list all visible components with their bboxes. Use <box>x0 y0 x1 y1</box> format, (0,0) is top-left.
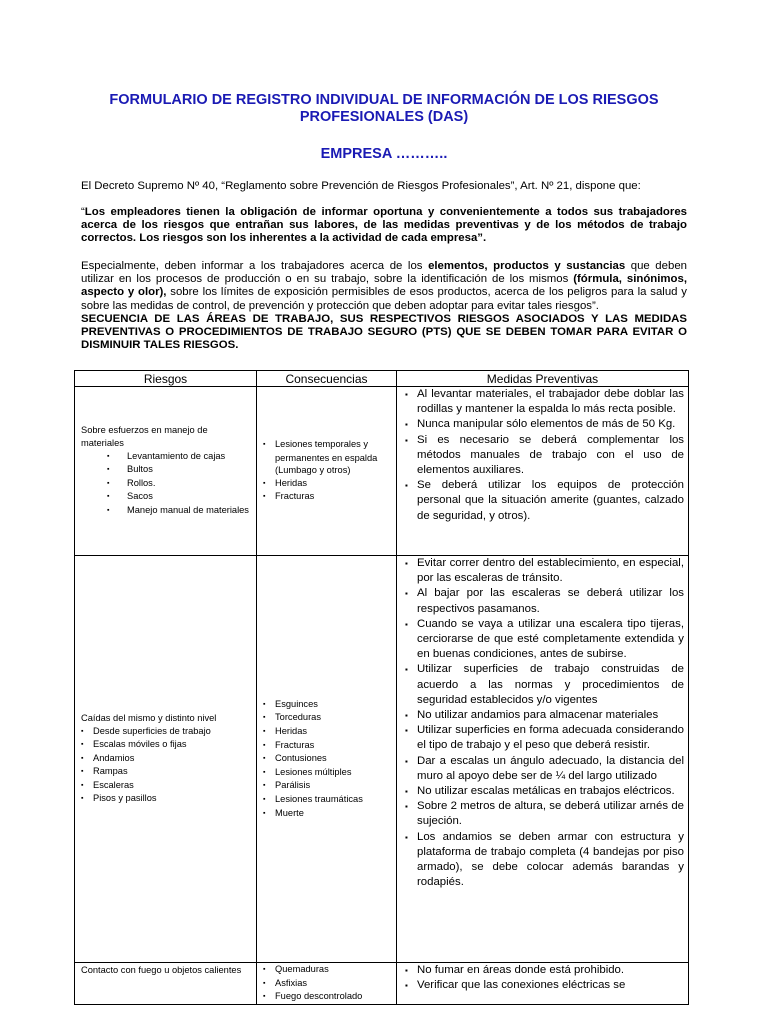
risk-cell <box>75 387 257 556</box>
bullet-icon: ▪ <box>405 665 408 675</box>
bullet-icon: ▪ <box>263 993 266 1001</box>
bullet-icon: ▪ <box>107 479 110 487</box>
bullet-icon: ▪ <box>263 741 266 749</box>
consequences-cell <box>257 963 397 1005</box>
measure-item <box>403 784 684 799</box>
company-heading: EMPRESA ……….. <box>320 146 448 162</box>
consequence-text: Quemaduras <box>275 964 329 974</box>
bullet-icon: ▪ <box>263 479 266 487</box>
header-consecuencias: Consecuencias <box>257 371 397 387</box>
risk-item-text: Manejo manual de materiales <box>127 504 249 515</box>
measure-text: No fumar en áreas donde está prohibido. <box>417 964 625 976</box>
measure-text: Utilizar superficies en forma adecuada considerando el tipo de trabajo y el peso que deberá resistir. <box>417 724 684 752</box>
risk-item-text: Pisos y pasillos <box>93 793 157 804</box>
risk-item-text: Bultos <box>127 464 153 475</box>
risk-item <box>81 765 252 779</box>
bullet-icon: ▪ <box>405 390 408 399</box>
risk-item-text: Sacos <box>127 491 153 502</box>
measure-text: Si es necesario se deberá complementar los métodos manuales de trabajo con el uso de elementos auxiliares. <box>417 433 684 477</box>
risk-title: Caídas del mismo y distinto nivel <box>81 712 217 723</box>
sequence-heading: SECUENCIA DE LAS ÁREAS DE TRABAJO, SUS RESPECTIVOS RIESGOS ASOCIADOS Y LAS MEDIDAS PREVENTIVAS O PROCEDIMIENTOS DE TRABAJO SEGURO (PTS) QUE SE DEBEN TOMAR PARA EVITAR O DISMINUIR TALES RIESGOS. <box>81 313 687 352</box>
consequence-text: Fracturas <box>275 491 315 502</box>
consequence-text: Lesiones traumáticas <box>275 793 363 804</box>
consequence-item <box>263 739 392 753</box>
bullet-icon: ▪ <box>263 755 266 763</box>
consequence-item <box>263 725 392 739</box>
bullet-icon: ▪ <box>81 781 84 789</box>
risk-item-text: Levantamiento de cajas <box>127 450 226 461</box>
info-paragraph <box>81 260 687 313</box>
consequence-item <box>263 963 392 977</box>
bullet-icon: ▪ <box>405 802 408 812</box>
risk-cell <box>75 556 257 963</box>
consequence-item <box>263 807 392 821</box>
measure-item <box>403 433 684 479</box>
bullet-icon: ▪ <box>405 966 408 975</box>
consequence-item <box>263 698 392 712</box>
bullet-icon: ▪ <box>405 787 408 797</box>
table-row <box>75 387 689 556</box>
consequence-text: Muerte <box>275 807 304 818</box>
measure-item <box>403 478 684 524</box>
risk-item <box>81 752 252 766</box>
open-quote: “ <box>81 206 85 218</box>
measure-text: Sobre 2 metros de altura, se deberá utilizar arnés de sujeción. <box>417 800 684 828</box>
measure-item <box>403 963 684 978</box>
consequences-cell <box>257 556 397 963</box>
risk-item <box>81 738 252 752</box>
measure-item <box>403 830 684 891</box>
risk-item-text: Rollos. <box>127 477 156 488</box>
measure-text: Dar a escalas un ángulo adecuado, la distancia del muro al apoyo debe ser de ¼ del largo utilizado <box>417 754 684 782</box>
bullet-icon: ▪ <box>107 452 110 460</box>
bullet-icon: ▪ <box>405 756 408 766</box>
risk-cell <box>75 963 257 1005</box>
measure-item <box>403 617 684 663</box>
bullet-icon: ▪ <box>405 435 408 445</box>
risk-item <box>81 463 252 477</box>
measure-text: Los andamios se deben armar con estructura y plataforma de trabajo completa (4 bandejas por piso armado), se debe colocar además barandas y rodapiés. <box>417 830 684 889</box>
bullet-icon: ▪ <box>405 559 408 568</box>
info-text-b: elementos, productos y sustancias <box>428 260 626 272</box>
measure-text: No utilizar andamios para almacenar materiales <box>417 709 659 722</box>
risk-item <box>81 450 252 464</box>
bullet-icon: ▪ <box>81 795 84 803</box>
measures-cell <box>397 556 689 963</box>
measures-cell <box>397 387 689 556</box>
measure-text: Cuando se vaya a utilizar una escalera tipo tijeras, cerciorarse de que esté completamente extendida y en buenas condiciones, antes de subirse. <box>417 617 684 661</box>
bullet-icon: ▪ <box>81 768 84 776</box>
risk-item <box>81 779 252 793</box>
risk-title: Contacto con fuego u objetos calientes <box>81 965 242 975</box>
risk-title: Sobre esfuerzos en manejo de materiales <box>81 425 208 449</box>
consequence-text: Heridas <box>275 477 308 488</box>
bullet-icon: ▪ <box>263 782 266 790</box>
header-medidas: Medidas Preventivas <box>397 371 689 387</box>
risk-item-text: Escaleras <box>93 779 134 790</box>
consequence-item <box>263 779 392 793</box>
consequence-text: Contusiones <box>275 753 327 764</box>
bullet-icon: ▪ <box>107 493 110 501</box>
info-text-e: sobre los límites de exposición permisibles de esos productos, acerca de los peligros para la salud y sobre las medidas de control, de prevención y protección que deben adoptar para evitar tales riesgos”. <box>81 286 687 312</box>
bullet-icon: ▪ <box>405 981 408 991</box>
bullet-icon: ▪ <box>81 727 84 735</box>
risk-item <box>81 490 252 504</box>
document-title: FORMULARIO DE REGISTRO INDIVIDUAL DE INFORMACIÓN DE LOS RIESGOS PROFESIONALES (DAS) <box>109 92 659 125</box>
measure-text: Verificar que las conexiones eléctricas se <box>417 979 626 992</box>
measure-item <box>403 586 684 616</box>
bullet-icon: ▪ <box>263 441 266 449</box>
consequence-text: Fuego descontrolado <box>275 991 363 1002</box>
bullet-icon: ▪ <box>405 589 408 599</box>
bullet-icon: ▪ <box>263 809 266 817</box>
bullet-icon: ▪ <box>405 481 408 491</box>
bullet-icon: ▪ <box>263 714 266 722</box>
consequence-item <box>263 490 392 504</box>
measures-list <box>403 387 684 524</box>
bullet-icon: ▪ <box>263 728 266 736</box>
measure-text: Nunca manipular sólo elementos de más de 50 Kg. <box>417 418 676 431</box>
measures-list <box>403 556 684 890</box>
consequence-text: Fracturas <box>275 739 315 750</box>
bullet-icon: ▪ <box>405 832 408 842</box>
bullet-icon: ▪ <box>107 466 110 474</box>
consequence-item <box>263 438 392 477</box>
measure-text: Se deberá utilizar los equipos de protección personal que la situación amerite (guantes, calzado de seguridad, y otros). <box>417 479 684 522</box>
bullet-icon: ▪ <box>405 420 408 430</box>
measure-item <box>403 387 684 417</box>
risk-table <box>74 370 689 1005</box>
consequence-item <box>263 711 392 725</box>
intro-paragraph: El Decreto Supremo Nº 40, “Reglamento sobre Prevención de Riesgos Profesionales”, Art. Nº 21, dispone que: <box>81 180 641 192</box>
measure-item <box>403 723 684 753</box>
consequence-text: Torceduras <box>275 712 321 723</box>
bullet-icon: ▪ <box>81 754 84 762</box>
table-header-row <box>75 371 689 387</box>
measures-list <box>403 963 684 993</box>
measure-item <box>403 978 684 993</box>
bullet-icon: ▪ <box>81 741 84 749</box>
table-row <box>75 963 689 1005</box>
measures-cell <box>397 963 689 1005</box>
consequence-text: Lesiones temporales y permanentes en espalda (Lumbago y otros) <box>275 439 378 476</box>
measure-item <box>403 754 684 784</box>
bullet-icon: ▪ <box>263 700 266 708</box>
risk-item-text: Escalas móviles o fijas <box>93 739 187 750</box>
measure-text: Utilizar superficies de trabajo construidas de acuerdo a las normas y procedimientos de seguridad establecidos y/o vigentes <box>417 663 684 706</box>
risk-item <box>81 477 252 491</box>
consequence-item <box>263 766 392 780</box>
consequence-item <box>263 990 392 1004</box>
measure-item <box>403 417 684 432</box>
measure-text: Al levantar materiales, el trabajador debe doblar las rodillas y mantener la espalda lo más recta posible. <box>417 388 684 416</box>
risk-item-text: Andamios <box>93 752 135 763</box>
risk-item-text: Desde superficies de trabajo <box>93 725 211 736</box>
consequence-item <box>263 977 392 991</box>
info-text-d: (fórmula, sinónimos, aspecto y olor), <box>81 273 687 299</box>
measure-item <box>403 662 684 708</box>
bullet-icon: ▪ <box>263 795 266 803</box>
measure-text: No utilizar escalas metálicas en trabajos eléctricos. <box>417 785 675 798</box>
consequence-text: Esguinces <box>275 698 318 709</box>
measure-text: Al bajar por las escaleras se deberá utilizar los respectivos pasamanos. <box>417 587 684 615</box>
quote-paragraph <box>81 206 687 246</box>
header-riesgos: Riesgos <box>75 371 257 387</box>
measure-item <box>403 556 684 586</box>
consequence-text: Heridas <box>275 726 308 737</box>
risk-item <box>81 725 252 739</box>
consequence-item <box>263 793 392 807</box>
measure-item <box>403 708 684 723</box>
bullet-icon: ▪ <box>405 726 408 736</box>
bullet-icon: ▪ <box>263 768 266 776</box>
risk-item <box>81 792 252 806</box>
consequence-item <box>263 752 392 766</box>
quote-text: Los empleadores tienen la obligación de informar oportuna y convenientemente a todos sus trabajadores acerca de los riesgos que entrañan sus labores, de las medidas preventivas y de los métodos de trabajo correctos. Los riesgos son los inherentes a la actividad de cada empresa”. <box>81 206 687 245</box>
consequence-text: Parálisis <box>275 780 311 791</box>
consequence-text: Asfixias <box>275 977 308 988</box>
info-text-c: que deben utilizar en los procesos de producción o en su trabajo, sobre la identificación de los mismos <box>81 260 687 286</box>
measure-text: Evitar correr dentro del establecimiento, en especial, por las escaleras de tránsito. <box>417 557 684 585</box>
bullet-icon: ▪ <box>263 493 266 501</box>
bullet-icon: ▪ <box>405 619 408 629</box>
bullet-icon: ▪ <box>263 979 266 987</box>
bullet-icon: ▪ <box>107 506 110 514</box>
consequence-item <box>263 477 392 491</box>
risk-item-text: Rampas <box>93 766 128 777</box>
measure-item <box>403 799 684 829</box>
table-row <box>75 556 689 963</box>
bullet-icon: ▪ <box>405 711 408 721</box>
info-text-a: Especialmente, deben informar a los trabajadores acerca de los <box>81 260 429 272</box>
consequences-cell <box>257 387 397 556</box>
risk-item <box>81 504 252 518</box>
consequence-text: Lesiones múltiples <box>275 766 352 777</box>
bullet-icon: ▪ <box>263 966 266 973</box>
